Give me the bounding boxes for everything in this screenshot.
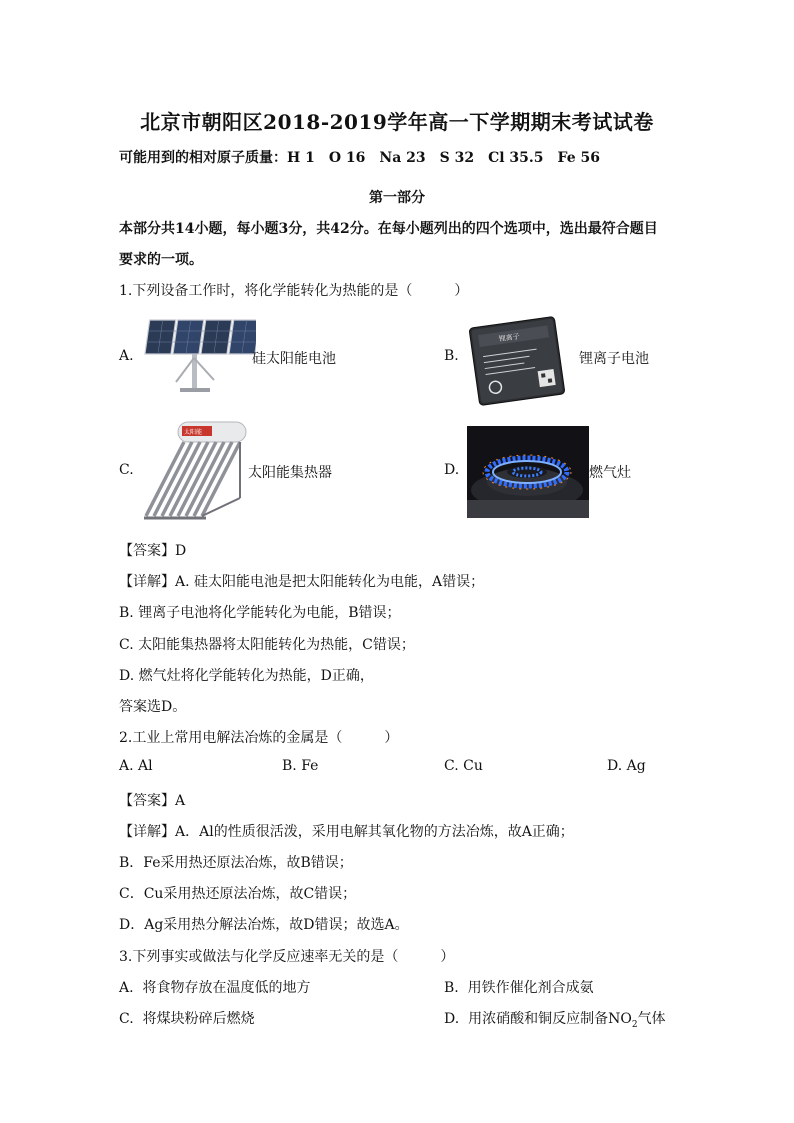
lithium-battery-image xyxy=(466,312,568,410)
q3-option-c-text: 将煤块粉碎后燃烧 xyxy=(142,1011,255,1027)
q3-option-b-text: 用铁作催化剂合成氨 xyxy=(467,980,594,996)
exam-title: 北京市朝阳区2018-2019学年高一下学期期末考试试卷 xyxy=(140,110,654,134)
q2-detail-2: B．Fe采用热还原法冶炼，故B错误； xyxy=(119,855,353,871)
q1-stem: 1.下列设备工作时，将化学能转化为热能的是（ ） xyxy=(119,283,469,299)
q3-option-d-letter: D. xyxy=(444,1011,460,1027)
q2-option-b-text: Fe xyxy=(301,758,319,774)
solar-panel-image xyxy=(136,318,256,396)
q2-answer: 【答案】A xyxy=(119,793,186,809)
solar-heater-image xyxy=(140,418,248,524)
q1-option-a-letter: A. xyxy=(119,348,134,364)
q3-option-d-subscript: 2 xyxy=(631,1019,638,1030)
q3-option-a-text: 将食物存放在温度低的地方 xyxy=(142,980,311,996)
q3-option-d-text-before: 用浓硝酸和铜反应制备NO xyxy=(468,1011,632,1027)
q1-detail-3: C. 太阳能集热器将太阳能转化为热能，C错误； xyxy=(119,637,415,653)
q1-option-d-text: 燃气灶 xyxy=(589,465,631,481)
q3-option-a-letter: A. xyxy=(119,980,134,996)
q3-option-c-letter: C. xyxy=(119,1011,134,1027)
section-instructions-1: 本部分共14小题，每小题3分，共42分。在每小题列出的四个选项中，选出最符合题目 xyxy=(119,221,658,237)
q2-option-c xyxy=(444,758,483,774)
q1-option-b-letter: B. xyxy=(444,348,459,364)
q2-detail-3: C．Cu采用热还原法冶炼，故C错误； xyxy=(119,886,357,902)
q2-detail-4: D．Ag采用热分解法冶炼，故D错误；故选A。 xyxy=(119,917,409,933)
q2-option-a xyxy=(119,758,153,774)
q1-answer: 【答案】D xyxy=(119,543,187,559)
q2-option-b-letter: B. xyxy=(282,758,297,774)
section-heading: 第一部分 xyxy=(369,190,425,206)
q3-option-b xyxy=(444,977,594,997)
q1-option-b-text: 锂离子电池 xyxy=(579,351,649,367)
gas-stove-image xyxy=(467,426,589,518)
q3-stem: 3.下列事实或做法与化学反应速率无关的是（ ） xyxy=(119,949,455,965)
q1-option-c-text: 太阳能集热器 xyxy=(248,465,332,481)
q3-option-c xyxy=(119,1008,255,1028)
q3-option-d-text-after: 气体 xyxy=(637,1011,666,1027)
heater-brand-label: 太阳能 xyxy=(184,429,203,436)
q1-option-d-letter: D. xyxy=(444,462,460,478)
q2-option-b xyxy=(282,758,318,774)
q1-option-c-letter: C. xyxy=(119,462,134,478)
battery-label: 锂离子 xyxy=(498,332,521,344)
q1-detail-2: B. 锂离子电池将化学能转化为电能，B错误； xyxy=(119,605,401,621)
atomic-mass-line: 可能用到的相对原子质量：H 1 O 16 Na 23 S 32 Cl 35.5 Fe 56 xyxy=(119,150,600,166)
q2-option-d xyxy=(607,758,646,774)
q2-option-a-letter: A. xyxy=(119,758,134,774)
q3-option-d xyxy=(444,1008,666,1030)
q2-option-d-letter: D. xyxy=(607,758,623,774)
q2-option-a-text: Al xyxy=(138,758,153,774)
q1-detail-5: 答案选D。 xyxy=(119,699,187,715)
q3-option-b-letter: B. xyxy=(444,980,459,996)
q2-option-c-letter: C. xyxy=(444,758,459,774)
q2-option-c-text: Cu xyxy=(463,758,483,774)
q1-detail-1: 【详解】A. 硅太阳能电池是把太阳能转化为电能，A错误； xyxy=(119,574,485,590)
q2-stem: 2.工业上常用电解法冶炼的金属是（ ） xyxy=(119,730,399,746)
q1-detail-4: D. 燃气灶将化学能转化为热能，D正确， xyxy=(119,668,374,684)
q1-option-a-text: 硅太阳能电池 xyxy=(252,351,336,367)
section-instructions-2: 要求的一项。 xyxy=(119,252,203,268)
q3-option-a xyxy=(119,977,310,997)
q2-detail-1: 【详解】A．Al的性质很活泼，采用电解其氧化物的方法冶炼，故A正确； xyxy=(119,824,574,840)
q2-option-d-text: Ag xyxy=(626,758,646,774)
